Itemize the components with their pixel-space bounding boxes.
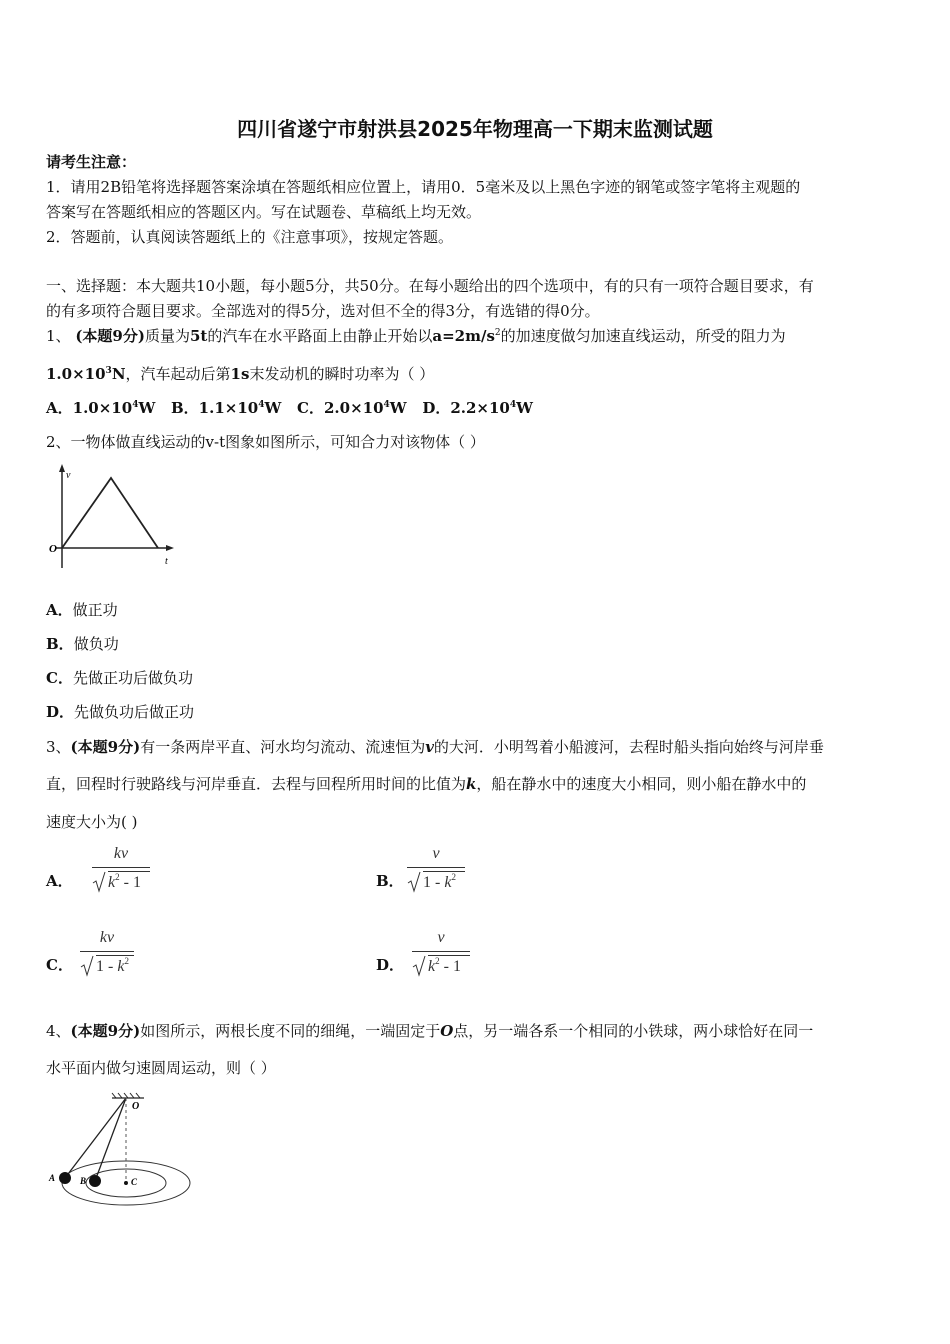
q1-text-4: ，汽车起动后第 xyxy=(125,365,231,383)
q1-force: 1.0×10 xyxy=(46,365,106,383)
q4-ball-b-label: B xyxy=(80,1176,87,1186)
q4-ceiling-hatch xyxy=(112,1093,140,1098)
q1-force-exp: 3 xyxy=(105,366,112,376)
q1-mass: 5t xyxy=(189,327,208,345)
q2-option-d[interactable]: D．先做负功后做正功 xyxy=(46,703,195,721)
notice-line-1b: 答案写在答题纸相应的答题区内。写在试题卷、草稿纸上均无效。 xyxy=(46,203,482,221)
q1-number: 1、 xyxy=(46,327,71,345)
q1-text-2: 的汽车在水平路面上由静止开始以 xyxy=(207,327,433,345)
q4-score-tag: (本题9分) xyxy=(70,1022,141,1040)
q4-point-o-label: O xyxy=(132,1101,140,1112)
q3-option-d-sqrt-icon xyxy=(412,955,426,977)
q1-acceleration: a=2m/s xyxy=(432,327,495,345)
q3-option-c-fraction[interactable]: $\frac{kv}{1 - k^2}$ xyxy=(80,929,134,981)
q2-option-b[interactable]: B．做负功 xyxy=(46,635,119,653)
q1-force-unit: N xyxy=(111,365,126,383)
q3-stem-line-1: 3、(本题9分)有一条两岸平直、河水均匀流动、流速恒为v的大河．小明驾着小船渡河，去程时船头指向始终与河岸垂 xyxy=(46,738,824,756)
q2-vt-graph xyxy=(44,464,184,574)
q2-graph-origin-label: O xyxy=(49,543,57,555)
q3-option-b-label[interactable]: B． xyxy=(376,872,404,890)
q2-stem: 2、一物体做直线运动的v-t图象如图所示，可知合力对该物体（ ） xyxy=(46,433,485,451)
q4-pendulum-figure xyxy=(44,1092,194,1212)
q3-option-c-label[interactable]: C． xyxy=(46,956,73,974)
q1-acceleration-exp: 2 xyxy=(494,328,501,338)
q1-option-c[interactable]: C．$2.0\times 10^4W$ xyxy=(297,399,407,417)
q4-string-a xyxy=(65,1098,126,1178)
q3-option-d-fraction[interactable]: $\frac{v}{k^2 - 1}$ xyxy=(412,929,470,981)
q2-graph-t-label: t xyxy=(165,556,168,567)
page-title: 四川省遂宁市射洪县2025年物理高一下期末监测试题 xyxy=(237,117,713,141)
q2-graph-line xyxy=(62,478,158,548)
q4-center-c xyxy=(124,1181,128,1185)
q4-stem-line-2: 水平面内做匀速圆周运动，则（ ） xyxy=(46,1059,276,1077)
q1-score-tag: (本题9分) xyxy=(75,327,145,345)
q4-stem-line-1: 4、(本题9分)如图所示，两根长度不同的细绳，一端固定于O点，另一端各系一个相同的小铁球，两小球恰好在同一 xyxy=(46,1022,814,1040)
q4-ball-b xyxy=(89,1175,101,1187)
q1-second: 1s xyxy=(230,365,250,383)
q1-stem-line-1 xyxy=(46,326,786,346)
q3-stem-line-3: 速度大小为( ) xyxy=(46,813,138,831)
q1-option-a[interactable]: A．$1.0\times 10^4W$ xyxy=(46,399,156,417)
q1-options xyxy=(46,398,533,418)
q3-option-b-sqrt-icon xyxy=(407,871,421,893)
q4-center-c-label: C xyxy=(131,1177,138,1187)
q1-option-d[interactable]: D．$2.2\times 10^4W$ xyxy=(422,399,533,417)
q3-option-a-label[interactable]: A． xyxy=(46,872,73,890)
q2-graph-x-arrow xyxy=(166,545,174,551)
q4-ball-a-label: A xyxy=(49,1173,56,1183)
q2-option-c[interactable]: C．先做正功后做负功 xyxy=(46,669,193,687)
q1-text-3: 的加速度做匀加速直线运动，所受的阻力为 xyxy=(500,327,786,345)
q2-option-a[interactable]: A．做正功 xyxy=(46,601,118,619)
q3-stem-line-2: 直，回程时行驶路线与河岸垂直．去程与回程所用时间的比值为k，船在静水中的速度大小相同，则小船在静水中的 xyxy=(46,775,807,793)
q2-graph-v-label: v xyxy=(66,470,71,481)
q1-text-1: 质量为 xyxy=(144,327,190,345)
q4-ball-a xyxy=(59,1172,71,1184)
q3-score-tag: (本题9分) xyxy=(70,738,141,756)
notice-heading: 请考生注意： xyxy=(46,153,137,171)
q3-option-a-fraction[interactable]: $\frac{kv}{k^2 - 1}$ xyxy=(92,845,150,897)
q1-text-5: 末发动机的瞬时功率为（ ） xyxy=(249,365,435,383)
q3-option-c-sqrt-icon xyxy=(80,955,94,977)
q3-option-d-label[interactable]: D． xyxy=(376,956,405,974)
q3-option-a-sqrt-icon xyxy=(92,871,106,893)
section-intro-line-1: 一、选择题：本大题共10小题，每小题5分，共50分。在每小题给出的四个选项中，有的只有一项符合题目要求，有 xyxy=(46,277,814,295)
notice-line-1a: 1．请用2B铅笔将选择题答案涂填在答题纸相应位置上，请用0．5毫米及以上黑色字迹的钢笔或签字笔将主观题的 xyxy=(46,178,801,196)
section-intro-line-2: 的有多项符合题目要求。全部选对的得5分，选对但不全的得3分，有选错的得0分。 xyxy=(46,302,600,320)
q3-option-b-fraction[interactable]: $\frac{v}{1 - k^2}$ xyxy=(407,845,465,897)
q4-string-b xyxy=(95,1098,126,1181)
q1-stem-line-2 xyxy=(46,364,434,384)
q2-graph-y-arrow xyxy=(59,464,65,472)
q1-option-b[interactable]: B．$1.1\times 10^4W$ xyxy=(170,399,282,417)
notice-line-2: 2．答题前，认真阅读答题纸上的《注意事项》，按规定答题。 xyxy=(46,228,454,246)
